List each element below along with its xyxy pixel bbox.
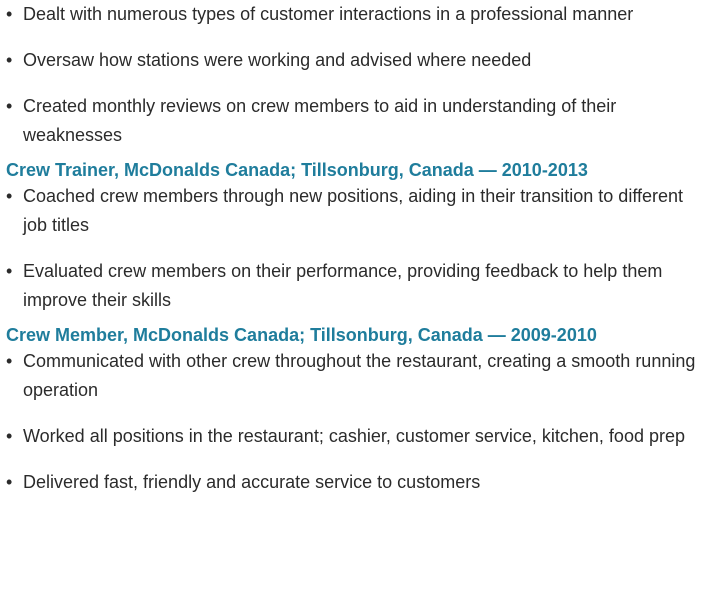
bullet-text: Delivered fast, friendly and accurate service to customers xyxy=(23,472,481,492)
bullet-text: Dealt with numerous types of customer interactions in a professional manner xyxy=(23,4,634,24)
list-item xyxy=(0,0,706,29)
bullet-text: Communicated with other crew throughout the restaurant, creating a smooth running operation xyxy=(23,351,696,400)
list-item xyxy=(0,46,706,75)
bullet-list-crew-member xyxy=(0,347,706,497)
bullet-list-previous-role xyxy=(0,0,706,150)
bullet-icon: • xyxy=(6,261,13,281)
bullet-icon: • xyxy=(6,351,13,371)
job-title-crew-trainer: Crew Trainer, McDonalds Canada; Tillsonburg, Canada — 2010-2013 xyxy=(6,160,588,180)
bullet-text: Coached crew members through new positions, aiding in their transition to different job titles xyxy=(23,186,684,235)
list-item xyxy=(0,182,706,240)
bullet-text: Oversaw how stations were working and advised where needed xyxy=(23,50,532,70)
list-item xyxy=(0,468,706,497)
job-title-crew-member: Crew Member, McDonalds Canada; Tillsonburg, Canada — 2009-2010 xyxy=(6,325,597,345)
bullet-icon: • xyxy=(6,426,13,446)
bullet-text: Evaluated crew members on their performance, providing feedback to help them improve their skills xyxy=(23,261,663,310)
list-item xyxy=(0,347,706,405)
bullet-text: Created monthly reviews on crew members to aid in understanding of their weaknesses xyxy=(23,96,617,145)
bullet-icon: • xyxy=(6,472,13,492)
list-item xyxy=(0,422,706,451)
bullet-text: Worked all positions in the restaurant; cashier, customer service, kitchen, food prep xyxy=(23,426,685,446)
list-item xyxy=(0,92,706,150)
bullet-icon: • xyxy=(6,96,13,116)
bullet-list-crew-trainer xyxy=(0,182,706,315)
bullet-icon: • xyxy=(6,50,13,70)
bullet-icon: • xyxy=(6,186,13,206)
bullet-icon: • xyxy=(6,4,13,24)
list-item xyxy=(0,257,706,315)
